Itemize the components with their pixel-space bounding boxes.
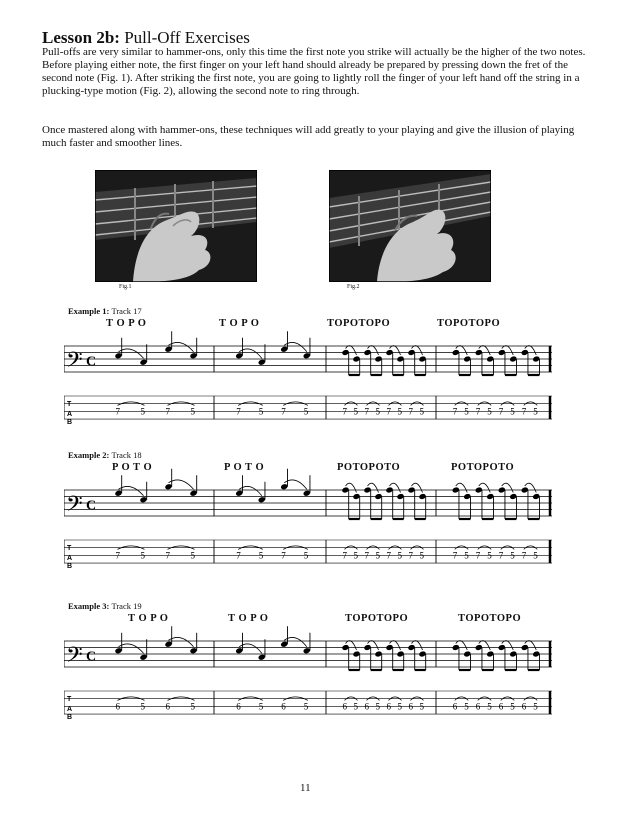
tab-fret: 5 (353, 701, 358, 712)
example1-notation (64, 318, 552, 428)
example3-sticking-m2: T O P O (228, 613, 269, 624)
tab-fret: 7 (165, 550, 170, 561)
tab-clef: A (67, 555, 73, 562)
example1-sticking-m3: TOPOTOPO (327, 318, 391, 329)
tab-fret: 7 (281, 550, 286, 561)
tab-clef: B (67, 563, 73, 570)
tab-fret: 7 (498, 406, 504, 417)
tab-fret: 5 (533, 550, 538, 561)
tab-fret: 5 (140, 550, 145, 561)
tab-fret: 6 (386, 701, 391, 712)
tab-fret: 7 (364, 406, 369, 417)
example1-sticking-m4: TOPOTOPO (437, 318, 501, 329)
tab-fret: 5 (397, 406, 402, 417)
tab-clef: T (67, 696, 72, 703)
tab-fret: 7 (115, 406, 120, 417)
tab-fret: 5 (375, 701, 380, 712)
example3-sticking-m3: TOPOTOPO (345, 613, 409, 624)
tab-clef: T (67, 401, 72, 408)
lesson-number: Lesson 2b: (42, 28, 120, 47)
time-signature: C (86, 354, 97, 370)
tab-fret: 7 (475, 550, 481, 561)
tab-fret: 5 (397, 550, 402, 561)
example2-notation (64, 462, 552, 572)
bass-clef: 𝄢 (66, 492, 83, 522)
tab-clef: B (67, 419, 73, 426)
tab-fret: 5 (258, 701, 264, 712)
tab-clef: B (67, 714, 73, 721)
bass-clef: 𝄢 (66, 643, 83, 673)
slur (119, 349, 144, 358)
tab-fret: 7 (236, 406, 241, 417)
tab-fret: 7 (281, 406, 286, 417)
tab-fret: 7 (408, 406, 413, 417)
page-number: 11 (300, 782, 311, 794)
tab-fret: 7 (408, 550, 413, 561)
time-signature: C (86, 498, 97, 514)
tab-fret: 5 (464, 550, 469, 561)
tab-fret: 5 (419, 406, 424, 417)
intro-paragraph: Pull-offs are very similar to hammer-ons, only this time the first note you strike will actually be the higher of the two notes. Before playing either note, the first finger on your left hand should already be prepared by pressing down the fret of the second note (Fig. 1). After striking the first note, you are going to lightly roll the finger of your left hand off the string in a plucking-type motion (Fig. 2), allowing the second note to ring through. (42, 46, 586, 97)
lesson-topic: Pull-Off Exercises (124, 28, 250, 47)
tab-fret: 7 (364, 550, 369, 561)
tab-fret: 7 (386, 406, 391, 417)
tab-fret: 5 (258, 406, 264, 417)
tab-fret: 7 (452, 406, 458, 417)
tab-fret: 7 (452, 550, 458, 561)
slur (169, 637, 194, 646)
example2-sticking-m3: POTOPOTO (337, 462, 401, 473)
summary-paragraph: Once mastered along with hammer-ons, these techniques will add greatly to your playing and give the illusion of playing much faster and smoother lines. (42, 124, 575, 149)
tab-fret: 6 (115, 701, 120, 712)
tab-fret: 5 (510, 550, 515, 561)
tab-fret: 5 (419, 701, 424, 712)
tab-fret: 5 (190, 406, 195, 417)
tab-fret: 5 (397, 701, 402, 712)
tab-fret: 7 (521, 550, 527, 561)
example1-sticking-m2: T O P O (219, 318, 260, 329)
slur (119, 486, 144, 495)
tab-fret: 5 (510, 701, 515, 712)
tab-fret: 6 (364, 701, 369, 712)
tab-fret: 5 (419, 550, 424, 561)
tab-fret: 5 (533, 701, 538, 712)
fig2-photo (329, 170, 491, 282)
fig1-label: Fig.1 (119, 284, 132, 290)
tab-fret: 5 (464, 406, 469, 417)
tab-fret: 5 (303, 701, 309, 712)
example3-system (64, 613, 552, 723)
fig1-photo (95, 170, 257, 282)
tab-fret: 7 (115, 550, 120, 561)
tab-fret: 7 (386, 550, 391, 561)
tab-fret: 7 (498, 550, 504, 561)
tab-fret: 7 (342, 550, 347, 561)
example2-sticking-m1: P O T O (112, 462, 153, 473)
tab-fret: 5 (140, 406, 145, 417)
tab-fret: 6 (281, 701, 286, 712)
tab-fret: 6 (408, 701, 413, 712)
tab-fret: 5 (140, 701, 145, 712)
tab-fret: 7 (475, 406, 481, 417)
tab-fret: 7 (236, 550, 241, 561)
tab-clef: T (67, 545, 72, 552)
example1-system (64, 318, 552, 428)
example3-sticking-m1: T O P O (128, 613, 169, 624)
example2-label: Example 2: Track 18 (68, 450, 142, 460)
example2-system (64, 462, 552, 572)
tab-fret: 7 (342, 406, 347, 417)
example1-sticking-m1: T O P O (106, 318, 147, 329)
lesson-title (42, 28, 250, 48)
slur (119, 644, 144, 653)
tab-fret: 5 (353, 406, 358, 417)
example1-label: Example 1: Track 17 (68, 306, 142, 316)
tab-fret: 5 (510, 406, 515, 417)
slur (169, 342, 194, 351)
slur (169, 480, 194, 489)
tab-fret: 6 (236, 701, 241, 712)
tab-fret: 7 (165, 406, 170, 417)
tab-fret: 5 (303, 406, 309, 417)
tab-clef: A (67, 411, 73, 418)
bass-clef: 𝄢 (66, 348, 83, 378)
example2-sticking-m4: POTOPOTO (451, 462, 515, 473)
tab-fret: 5 (487, 701, 492, 712)
tab-fret: 6 (475, 701, 481, 712)
fig2-label: Fig.2 (347, 284, 360, 290)
tab-fret: 6 (452, 701, 458, 712)
tab-fret: 5 (464, 701, 469, 712)
tab-fret: 6 (342, 701, 347, 712)
tab-fret: 5 (258, 550, 264, 561)
tab-fret: 6 (521, 701, 527, 712)
tab-fret: 5 (303, 550, 309, 561)
tab-fret: 6 (165, 701, 170, 712)
tab-fret: 6 (498, 701, 504, 712)
example3-sticking-m4: TOPOTOPO (458, 613, 522, 624)
tab-fret: 5 (375, 406, 380, 417)
example3-notation (64, 613, 552, 723)
tab-fret: 5 (353, 550, 358, 561)
tab-fret: 5 (375, 550, 380, 561)
example3-label: Example 3: Track 19 (68, 601, 142, 611)
example2-sticking-m2: P O T O (224, 462, 265, 473)
tab-fret: 5 (533, 406, 538, 417)
tab-fret: 7 (521, 406, 527, 417)
time-signature: C (86, 649, 97, 665)
tab-fret: 5 (190, 701, 195, 712)
tab-fret: 5 (487, 406, 492, 417)
tab-fret: 5 (487, 550, 492, 561)
tab-clef: A (67, 706, 73, 713)
tab-fret: 5 (190, 550, 195, 561)
